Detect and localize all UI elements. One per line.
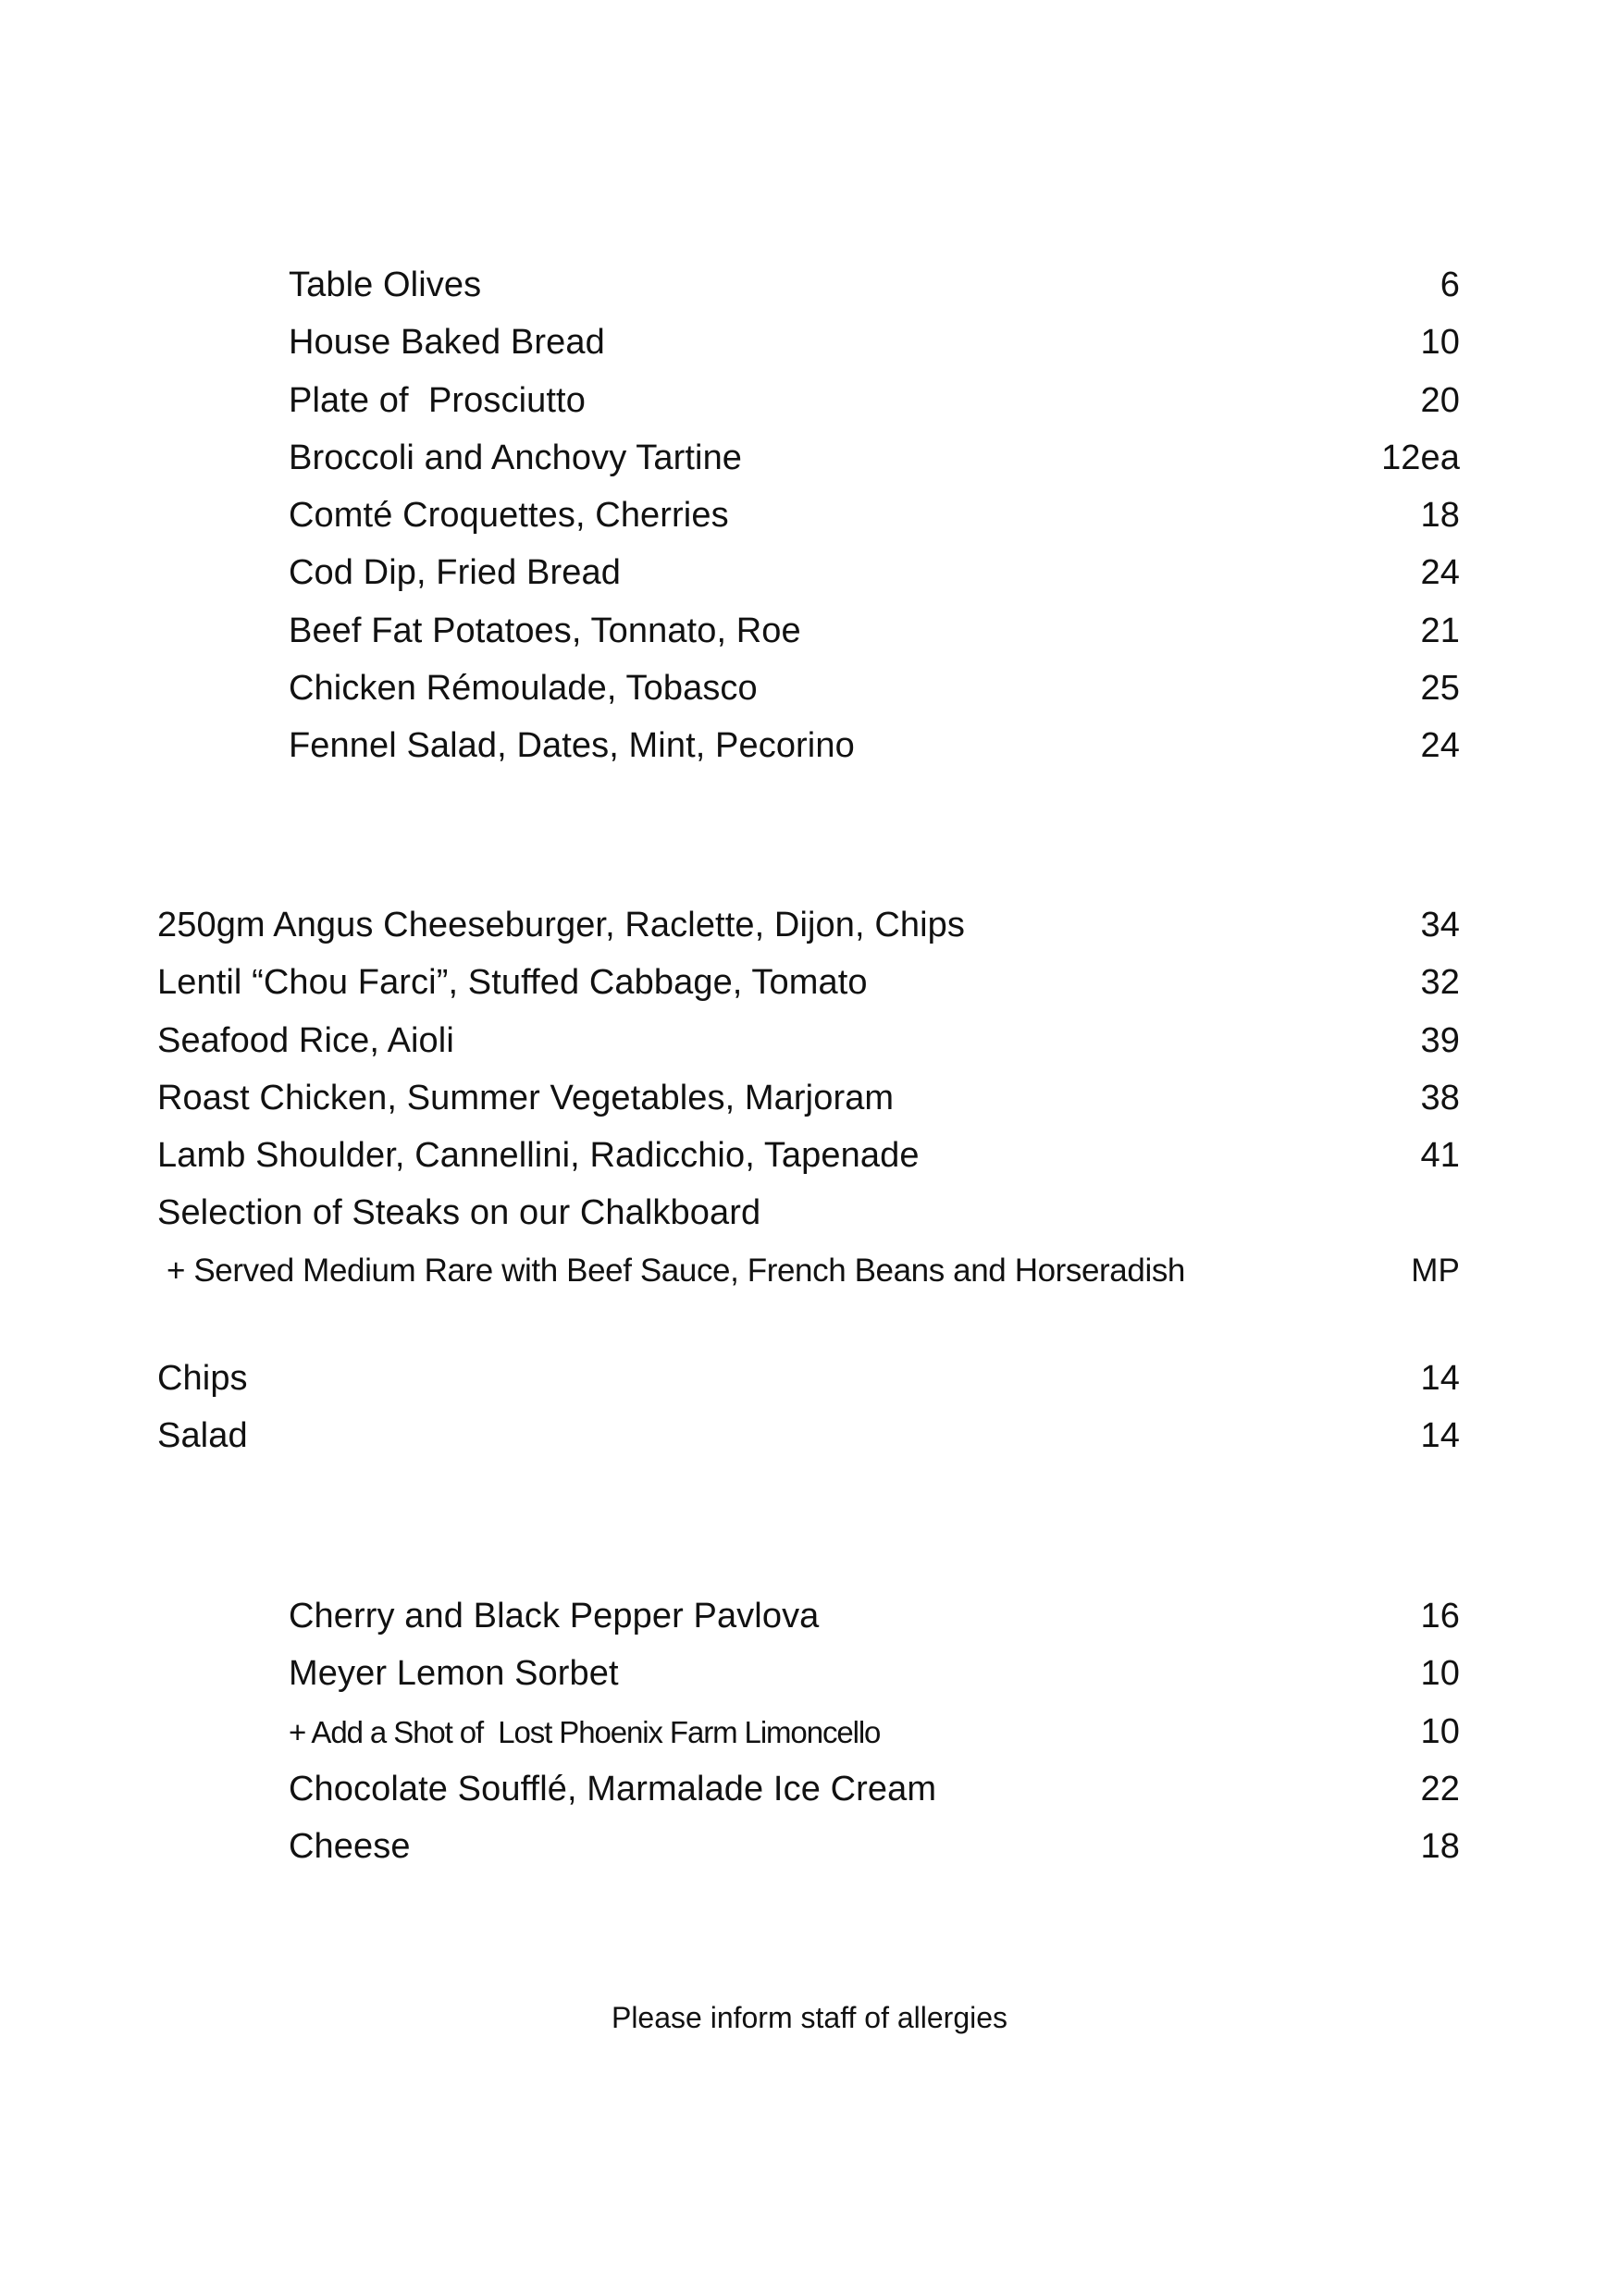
item-price: 24	[1420, 726, 1460, 766]
desserts-section	[289, 1587, 1460, 1875]
item-name: Salad	[157, 1416, 248, 1456]
menu-item-note	[157, 1242, 1460, 1300]
item-price: 25	[1420, 669, 1460, 709]
item-price: 21	[1420, 611, 1460, 650]
menu-item	[289, 487, 1460, 544]
item-name: + Add a Shot of Lost Phoenix Farm Limoncello	[289, 1714, 881, 1749]
item-name: + Served Medium Rare with Beef Sauce, French Beans and Horseradish	[167, 1252, 1185, 1289]
item-price: 22	[1420, 1769, 1460, 1808]
item-price: 38	[1420, 1078, 1460, 1117]
starters-section	[289, 256, 1460, 775]
item-name: Lentil “Chou Farci”, Stuffed Cabbage, Tomato	[157, 963, 868, 1003]
menu-item	[157, 1069, 1460, 1127]
item-name: Selection of Steaks on our Chalkboard	[157, 1193, 761, 1233]
item-price: 14	[1420, 1359, 1460, 1398]
item-name: Chips	[157, 1359, 248, 1398]
menu-item	[289, 1818, 1460, 1875]
menu-item	[289, 372, 1460, 429]
menu-item	[157, 1012, 1460, 1069]
item-price: 20	[1420, 380, 1460, 420]
menu-item	[157, 896, 1460, 954]
menu-item	[289, 314, 1460, 371]
item-name: Cod Dip, Fried Bread	[289, 553, 621, 593]
item-name: Chicken Rémoulade, Tobasco	[289, 669, 758, 709]
menu-item	[289, 1645, 1460, 1702]
item-name: Table Olives	[289, 265, 482, 304]
item-price: 10	[1420, 1654, 1460, 1694]
item-name: Fennel Salad, Dates, Mint, Pecorino	[289, 726, 855, 766]
item-price: 18	[1420, 496, 1460, 536]
item-price: 10	[1420, 1711, 1460, 1751]
item-price: 6	[1440, 265, 1460, 304]
item-name: Cheese	[289, 1827, 411, 1867]
item-price: 41	[1420, 1136, 1460, 1176]
menu-item	[289, 256, 1460, 314]
menu-item-note	[289, 1703, 1460, 1760]
item-price: MP	[1411, 1252, 1460, 1289]
item-price: 12ea	[1381, 438, 1460, 477]
item-price: 32	[1420, 963, 1460, 1003]
menu-item	[289, 602, 1460, 660]
item-name: Broccoli and Anchovy Tartine	[289, 438, 743, 477]
mains-section	[157, 896, 1460, 1300]
item-price: 18	[1420, 1827, 1460, 1867]
menu-item	[289, 717, 1460, 774]
item-name: House Baked Bread	[289, 323, 605, 363]
item-name: Comté Croquettes, Cherries	[289, 496, 729, 536]
item-name: Lamb Shoulder, Cannellini, Radicchio, Tapenade	[157, 1136, 920, 1176]
sides-section	[157, 1350, 1460, 1465]
item-price: 34	[1420, 906, 1460, 944]
item-name: Meyer Lemon Sorbet	[289, 1654, 619, 1694]
menu-item	[289, 1587, 1460, 1645]
menu-item	[157, 1127, 1460, 1184]
menu-item	[289, 429, 1460, 487]
item-name: Plate of Prosciutto	[289, 380, 586, 420]
item-price: 10	[1420, 323, 1460, 363]
allergy-note: Please inform staff of allergies	[611, 2001, 1008, 2034]
item-name: 250gm Angus Cheeseburger, Raclette, Dijon, Chips	[157, 906, 965, 944]
item-price: 24	[1420, 553, 1460, 593]
item-price: 39	[1420, 1020, 1460, 1060]
menu-item	[157, 1407, 1460, 1464]
menu-item	[157, 1184, 1460, 1241]
menu-item	[289, 1760, 1460, 1818]
item-name: Beef Fat Potatoes, Tonnato, Roe	[289, 611, 801, 650]
menu-item	[289, 660, 1460, 717]
item-name: Seafood Rice, Aioli	[157, 1020, 454, 1060]
menu-item	[157, 954, 1460, 1011]
item-price: 14	[1420, 1416, 1460, 1456]
item-name: Chocolate Soufflé, Marmalade Ice Cream	[289, 1769, 937, 1808]
item-name: Cherry and Black Pepper Pavlova	[289, 1597, 820, 1636]
item-price: 16	[1420, 1597, 1460, 1636]
menu-item	[157, 1350, 1460, 1407]
item-name: Roast Chicken, Summer Vegetables, Marjoram	[157, 1078, 895, 1117]
menu-item	[289, 544, 1460, 601]
